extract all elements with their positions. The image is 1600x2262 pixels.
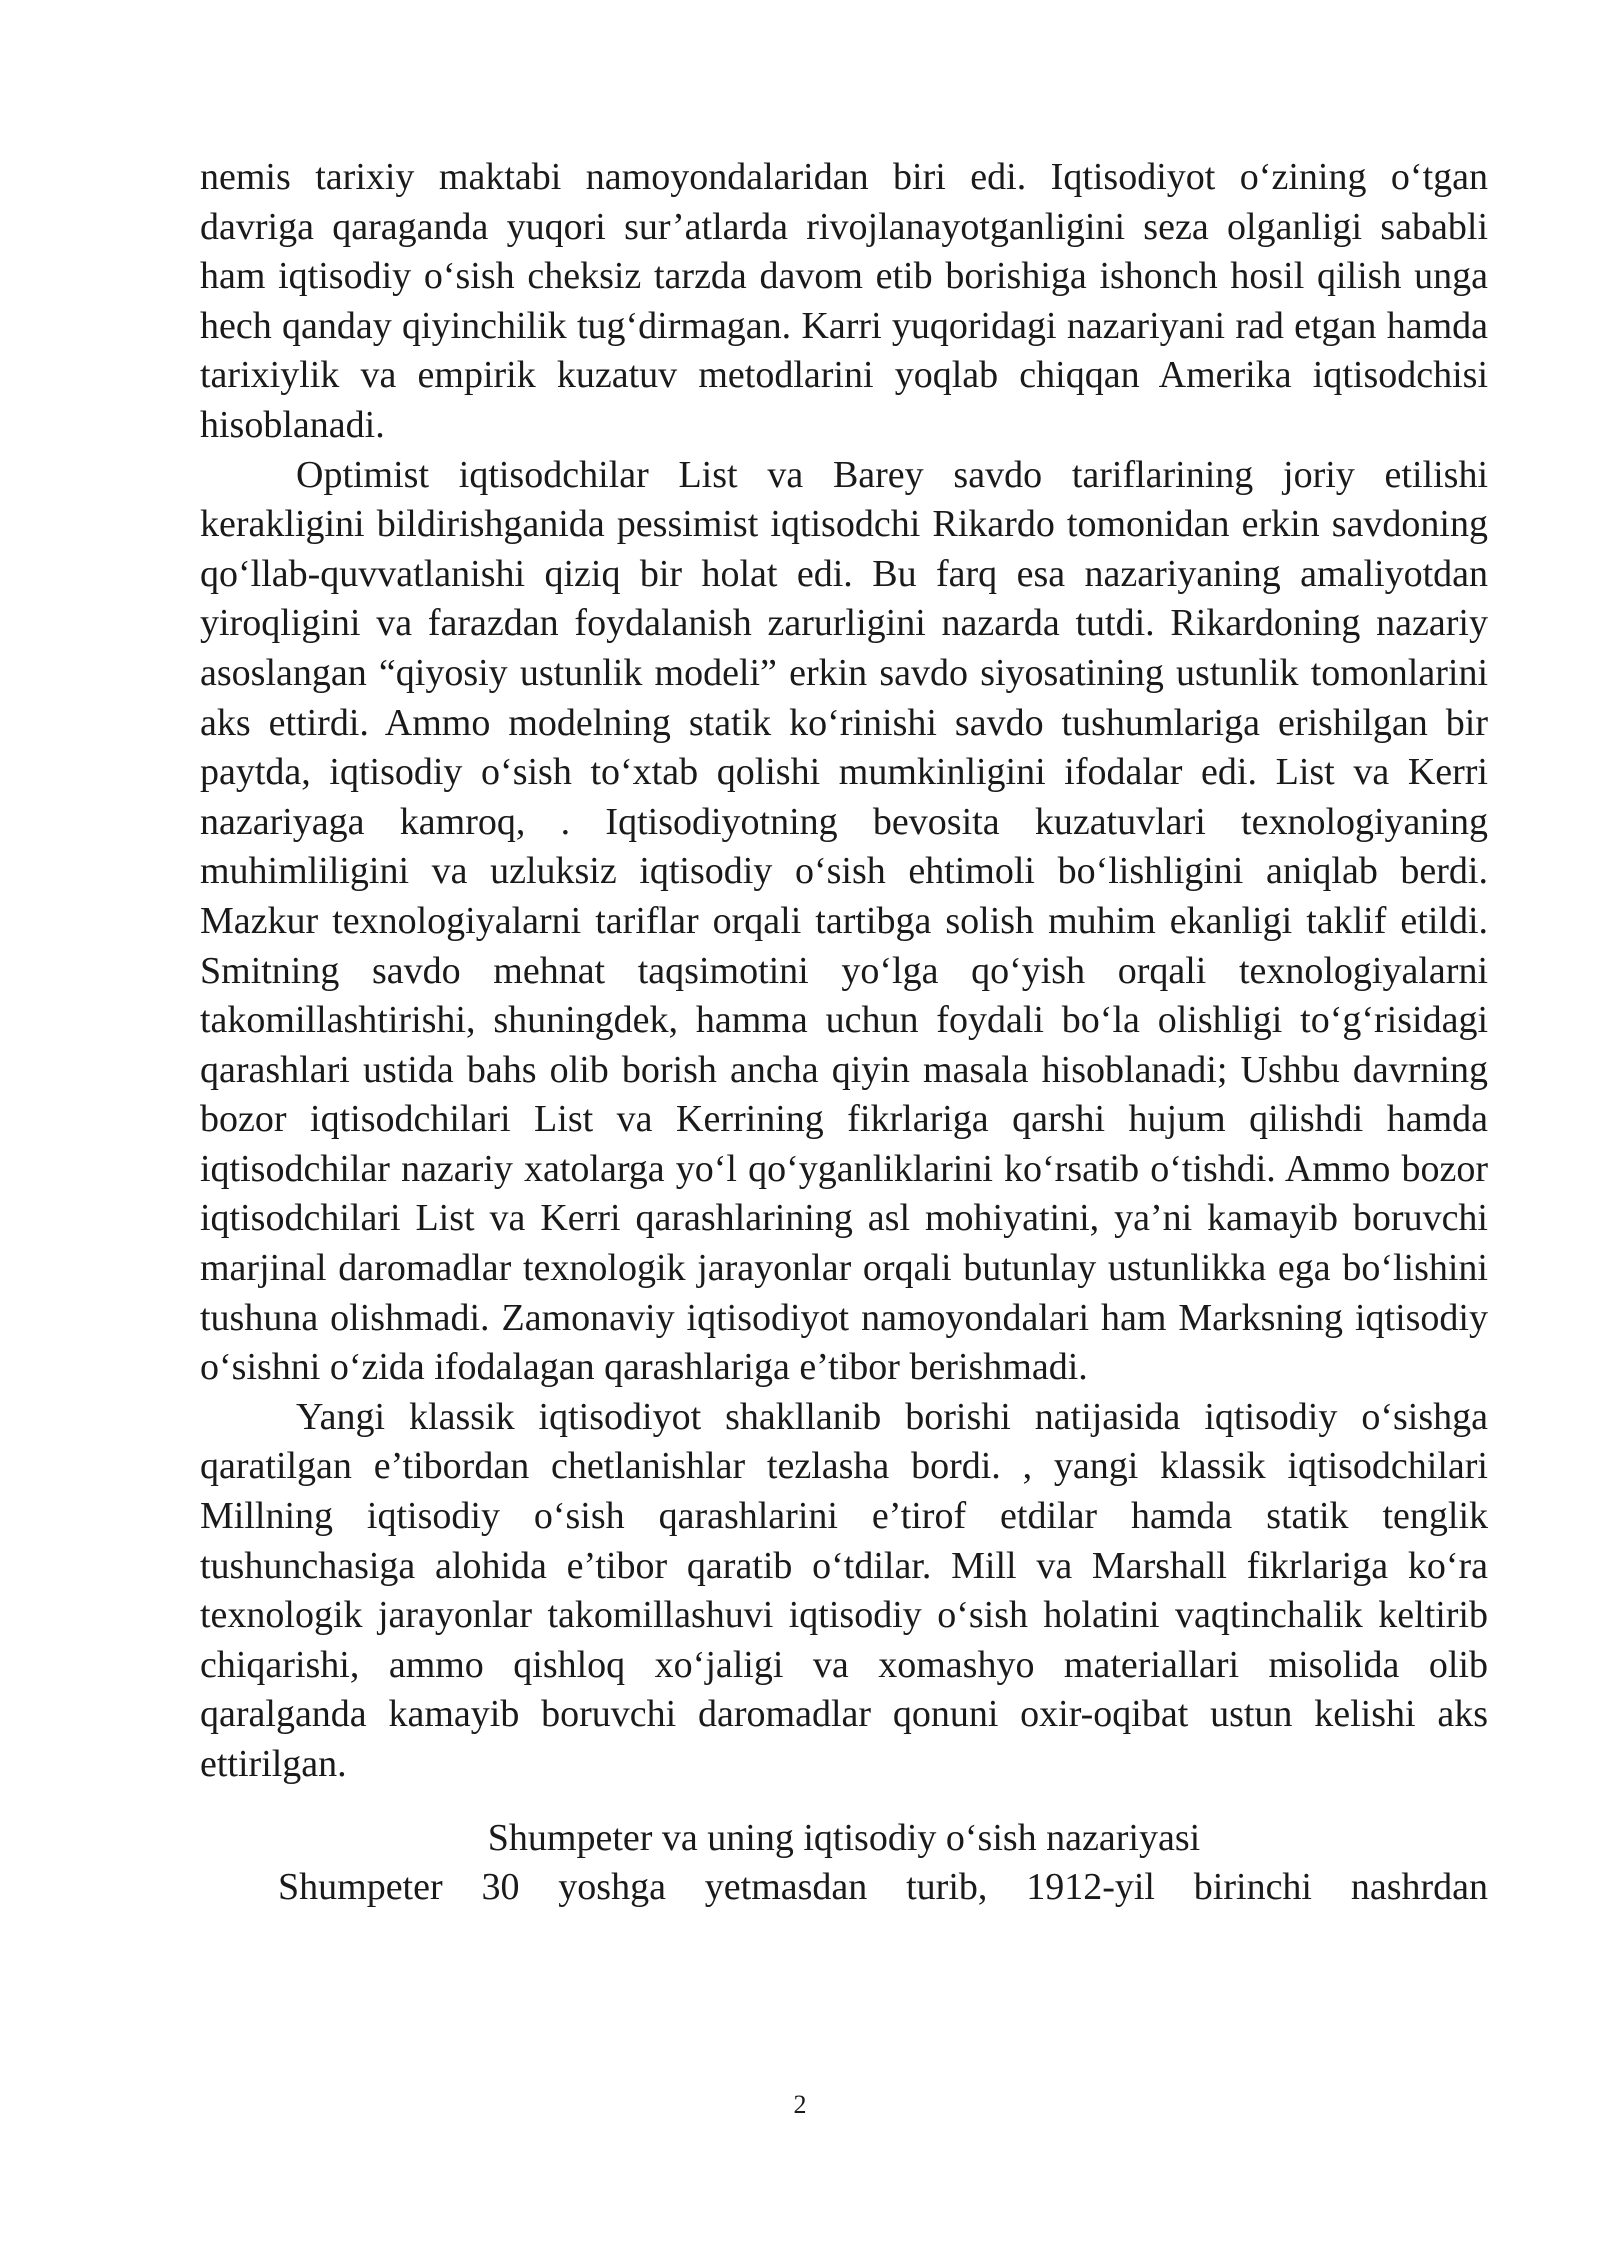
paragraph-karri: nemis tarixiy maktabi namoyondalaridan biri edi. Iqtisodiyot o‘zining o‘tgan davriga qaraganda yuqori sur’atlarda rivojlanayotganligini seza olganligi sababli ham iqtisodiy o‘sish cheksiz tarzda davom etib borishiga ishonch hosil qilish unga hech qanday qiyinchilik tug‘dirmagan. Karri yuqoridagi nazariyani rad etgan hamda tarixiylik va empirik kuzatuv metodlarini yoqlab chiqqan Amerika iqtisodchisi hisoblanadi. — [200, 156, 1488, 446]
section-heading: Shumpeter va uning iqtisodiy o‘sish nazariyasi — [487, 1816, 1201, 1859]
document-page — [200, 153, 1488, 1913]
page-number: 2 — [793, 2090, 807, 2119]
paragraph-shumpeter: Shumpeter 30 yoshga yetmasdan turib, 1912-yil birinchi nashrdan — [278, 1866, 1488, 1909]
paragraph-neoclassical: Yangi klassik iqtisodiyot shakllanib borishi natijasida iqtisodiy o‘sishga qaratilgan e’tibordan chetlanishlar tezlasha bordi. , yangi klassik iqtisodchilari Millning iqtisodiy o‘sish qarashlarini e’tirof etdilar hamda statik tenglik tushunchasiga alohida e’tibor qaratib o‘tdilar. Mill va Marshall fikrlariga ko‘ra texnologik jarayonlar takomillashuvi iqtisodiy o‘sish holatini vaqtinchalik keltirib chiqarishi, ammo qishloq xo‘jaligi va xomashyo materiallari misolida olib qaralganda kamayib boruvchi daromadlar qonuni oxir-oqibat ustun kelishi aks ettirilgan. — [200, 1395, 1488, 1785]
paragraph-optimist: Optimist iqtisodchilar List va Barey savdo tariflarining joriy etilishi kerakligini bildirishganida pessimist iqtisodchi Rikardo tomonidan erkin savdoning qo‘llab-quvvatlanishi qiziq bir holat edi. Bu farq esa nazariyaning amaliyotdan yiroqligini va farazdan foydalanish zarurligini nazarda tutdi. Rikardoning nazariy asoslangan “qiyosiy ustunlik modeli” erkin savdo siyosatining ustunlik tomonlarini aks ettirdi. Ammo modelning statik ko‘rinishi savdo tushumlariga erishilgan bir paytda, iqtisodiy o‘sish to‘xtab qolishi mumkinligini ifodalar edi. List va Kerri nazariyaga kamroq, . Iqtisodiyotning bevosita kuzatuvlari texnologiyaning muhimliligini va uzluksiz iqtisodiy o‘sish ehtimoli bo‘lishligini aniqlab berdi. Mazkur texnologiyalarni tariflar orqali tartibga solish muhim ekanligi taklif etildi. Smitning savdo mehnat taqsimotini yo‘lga qo‘yish orqali texnologiyalarni takomillashtirishi, shuningdek, hamma uchun foydali bo‘la olishligi to‘g‘risidagi qarashlari ustida bahs olib borish ancha qiyin masala hisoblanadi; Ushbu davrning bozor iqtisodchilari List va Kerrining fikrlariga qarshi hujum qilishdi hamda iqtisodchilar nazariy xatolarga yo‘l qo‘yganliklarini ko‘rsatib o‘tishdi. Ammo bozor iqtisodchilari List va Kerri qarashlarining asl mohiyatini, ya’ni kamayib boruvchi marjinal daromadlar texnologik jarayonlar orqali butunlay ustunlikka ega bo‘lishini tushuna olishmadi. Zamonaviy iqtisodiyot namoyondalari ham Marksning iqtisodiy o‘sishni o‘zida ifodalagan qarashlariga e’tibor berishmadi. — [200, 453, 1488, 1389]
